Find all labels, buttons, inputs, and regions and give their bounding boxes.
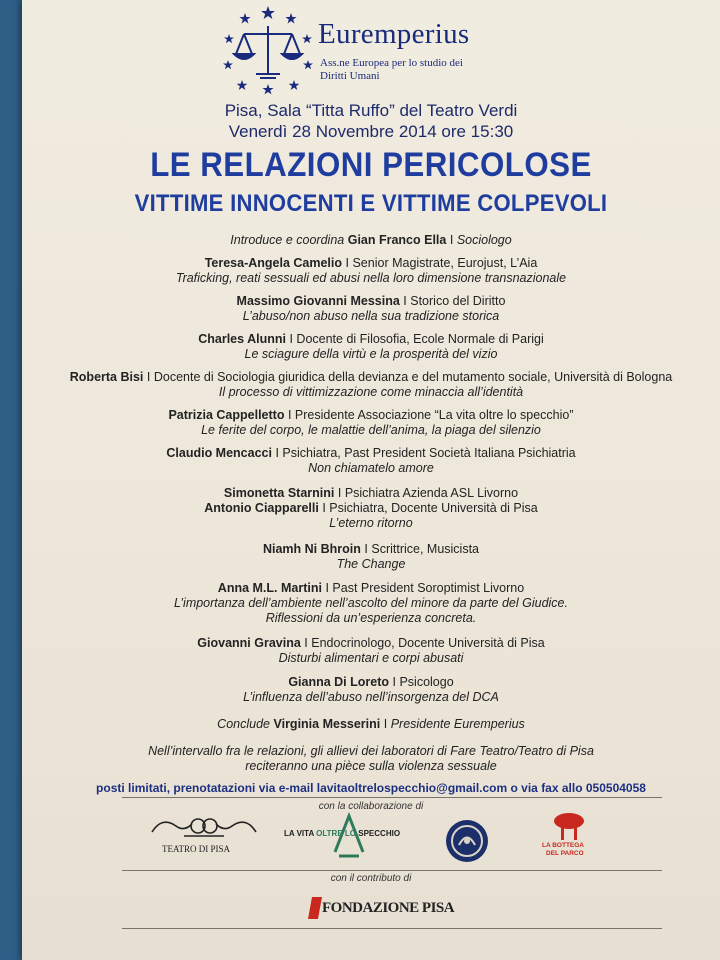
talk-title: L’importanza dell’ambiente nell’ascolto del minore da parte del Giudice. — [174, 596, 568, 610]
divider — [122, 870, 662, 871]
separator: I — [364, 542, 368, 556]
talk-title: L’abuso/non abuso nella sua tradizione storica — [242, 309, 500, 323]
interval-note-2: reciteranno una pièce sulla violenza sessuale — [245, 759, 497, 773]
speaker-name: Charles Alunni — [198, 332, 286, 346]
la-bottega-del-parco-logo — [540, 812, 600, 862]
talk-title-continued: Riflessioni da un’esperienza concreta. — [265, 611, 477, 625]
speaker-line — [22, 332, 720, 347]
separator: I — [403, 294, 407, 308]
contribution-label: con il contributo di — [330, 873, 412, 884]
talk-title: Le sciagure della virtù e la prosperità del vizio — [244, 347, 498, 361]
separator: I — [383, 717, 388, 731]
intro-name: Gian Franco Ella — [347, 233, 447, 247]
fondazione-text: FONDAZIONE PISA — [322, 900, 455, 916]
closing-prefix: Conclude — [217, 717, 270, 731]
speaker-line — [22, 446, 720, 461]
speaker-line — [22, 675, 720, 690]
separator: I — [337, 486, 342, 500]
talk-title: Il processo di vittimizzazione come minaccia all’identità — [218, 385, 524, 399]
talk-title: Disturbi alimentari e corpi abusati — [278, 651, 464, 665]
intro-prefix: Introduce e coordina — [230, 233, 345, 247]
speaker-role: Scrittrice, Musicista — [371, 542, 480, 556]
speaker-role: Psichiatra, Docente Università di Pisa — [329, 501, 538, 515]
separator: I — [322, 501, 326, 515]
soroptimist-seal-icon — [444, 818, 490, 864]
speaker-role: Psicologo — [399, 675, 454, 689]
header — [220, 4, 540, 96]
teatro-emblem-icon — [148, 812, 260, 842]
org-subtitle-line-2: Diritti Umani — [320, 70, 380, 82]
speaker-role: Storico del Diritto — [410, 294, 506, 308]
speaker-line — [22, 370, 720, 385]
talk-title: Traficking, reati sessuali ed abusi nella loro dimensione transnazionale — [175, 271, 567, 285]
speaker-name: Roberta Bisi — [69, 370, 144, 384]
speaker-role: Docente di Filosofia, Ecole Normale di Parigi — [296, 332, 544, 346]
separator: I — [289, 332, 293, 346]
speaker-name: Anna M.L. Martini — [217, 581, 322, 595]
speaker-line — [22, 636, 720, 651]
separator: I — [449, 233, 454, 247]
speaker-name: Gianna Di Loreto — [288, 675, 390, 689]
speaker-role: Past President Soroptimist Livorno — [332, 581, 525, 595]
speaker-line — [22, 294, 720, 309]
speaker-name: Massimo Giovanni Messina — [236, 294, 400, 308]
bottega-text-2: DEL PARCO — [546, 850, 584, 857]
speaker-role: Docente di Sociologia giuridica della devianza e del mutamento sociale, Università di Bologna — [153, 370, 673, 384]
vita-text-a: LA VITA — [284, 829, 314, 838]
event-date: Venerdì 28 Novembre 2014 ore 15:30 — [228, 122, 514, 141]
speaker-line — [22, 408, 720, 423]
speaker-line — [22, 542, 720, 557]
closing-line — [22, 717, 720, 732]
talk-title: L’eterno ritorno — [329, 516, 413, 530]
bottega-text-1: LA BOTTEGA — [542, 842, 585, 849]
separator: I — [275, 446, 279, 460]
closing-name: Virginia Messerini — [273, 717, 381, 731]
speaker-name: Simonetta Starnini — [223, 486, 335, 500]
speaker-line — [22, 581, 720, 596]
vita-text-c: SPECCHIO — [358, 829, 401, 838]
speaker-role: Psichiatra, Past President Società Italiana Psichiatria — [282, 446, 576, 460]
teatro-text: TEATRO DI PISA — [162, 844, 231, 854]
vita-text-b: OLTRE LO — [316, 829, 357, 838]
speaker-line — [22, 256, 720, 271]
interval-note-1: Nell’intervallo fra le relazioni, gli allievi dei laboratori di Fare Teatro/Teatro di Pisa — [148, 744, 594, 758]
flyer-sheet — [22, 0, 720, 960]
speaker-name: Antonio Ciapparelli — [204, 501, 319, 515]
fondazione-pisa-logo — [308, 894, 455, 924]
speaker-role: Presidente Associazione “La vita oltre lo specchio” — [294, 408, 574, 422]
venue: Pisa, Sala “Titta Ruffo” del Teatro Verdi — [224, 101, 518, 120]
separator: I — [392, 675, 396, 689]
talk-title: Non chiamatelo amore — [308, 461, 434, 475]
speaker-name: Claudio Mencacci — [166, 446, 272, 460]
fondazione-mark-icon — [308, 897, 322, 919]
org-name: Euremperius — [318, 18, 470, 50]
separator: I — [345, 256, 349, 270]
intro-role: Sociologo — [456, 233, 512, 247]
talk-title: Le ferite del corpo, le malattie dell’anima, la piaga del silenzio — [201, 423, 541, 437]
separator: I — [304, 636, 308, 650]
divider — [122, 797, 662, 798]
speaker-name: Niamh Ni Bhroin — [262, 542, 361, 556]
divider — [122, 928, 662, 929]
speaker-line — [22, 486, 720, 501]
la-vita-oltre-lo-specchio-logo — [284, 812, 414, 860]
teatro-di-pisa-logo — [148, 812, 260, 858]
event-subtitle: VITTIME INNOCENTI E VITTIME COLPEVOLI — [134, 190, 608, 217]
event-title: LE RELAZIONI PERICOLOSE — [150, 146, 592, 184]
talk-title: L’influenza dell’abuso nell’insorgenza del DCA — [243, 690, 499, 704]
scales-of-justice-icon — [220, 4, 316, 96]
separator: I — [325, 581, 329, 595]
speaker-name: Teresa-Angela Camelio — [204, 256, 343, 270]
closing-role: Presidente Euremperius — [390, 717, 525, 731]
org-subtitle — [320, 57, 520, 83]
speaker-role: Psichiatra Azienda ASL Livorno — [344, 486, 519, 500]
tree-icon — [552, 812, 586, 840]
separator: I — [287, 408, 292, 422]
speaker-name: Giovanni Gravina — [197, 636, 301, 650]
org-subtitle-line-1: Ass.ne Europea per lo studio dei — [320, 57, 463, 69]
talk-title: The Change — [336, 557, 406, 571]
separator: I — [146, 370, 151, 384]
speaker-name: Patrizia Cappelletto — [168, 408, 285, 422]
speaker-role: Endocrinologo, Docente Università di Pisa — [311, 636, 545, 650]
collaboration-label: con la collaborazione di — [318, 801, 424, 812]
speaker-line — [22, 501, 720, 516]
intro-line — [22, 233, 720, 248]
speaker-role: Senior Magistrate, Eurojust, L’Aia — [352, 256, 538, 270]
booking-info: posti limitati, prenotatazioni via e-mail lavitaoltrelospecchio@gmail.com o via fax allo 050504058 — [96, 781, 646, 795]
